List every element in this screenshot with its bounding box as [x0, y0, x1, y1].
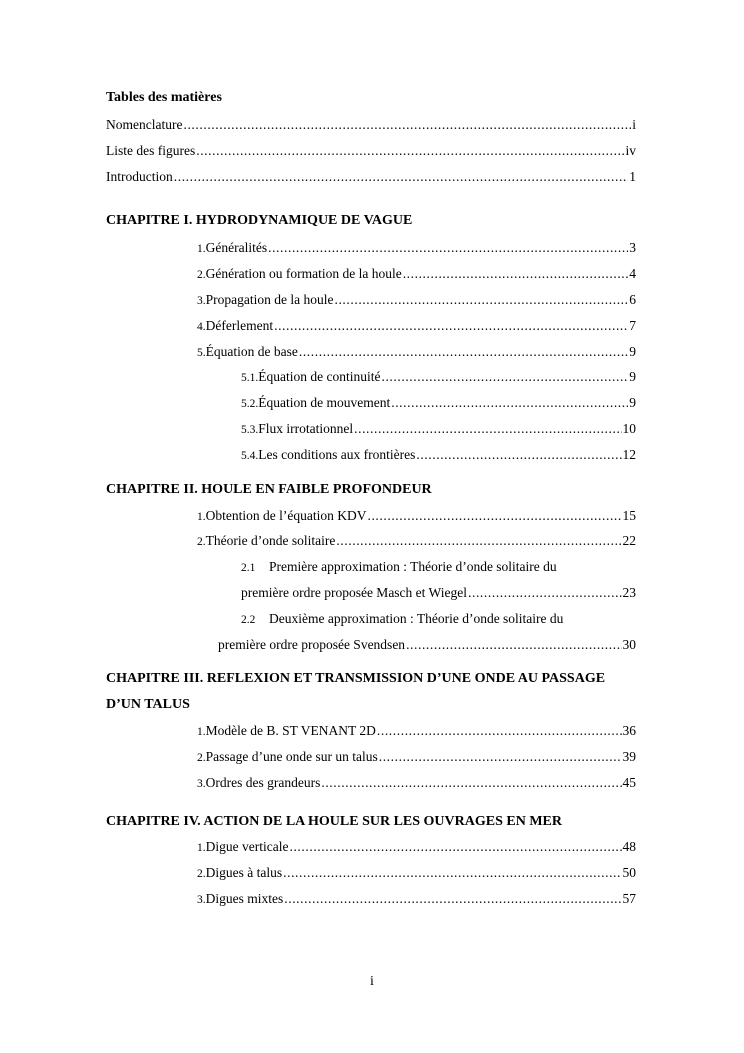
toc-entry-number: 4. [197, 321, 206, 333]
toc-entry[interactable] [197, 507, 636, 525]
toc-entry-number: 2. [197, 752, 206, 764]
toc-entry-page: 39 [622, 749, 636, 764]
toc-entry-text: Liste des figures [106, 143, 196, 158]
toc-entry-page: 45 [622, 775, 636, 790]
toc-entry-text: Flux irrotationnel [258, 421, 354, 436]
toc-entry-page: 1 [629, 169, 636, 184]
chapter-4-title[interactable]: CHAPITRE IV. ACTION DE LA HOULE SUR LES OUVRAGES EN MER [106, 814, 562, 829]
chapter-3-title-line1[interactable]: CHAPITRE III. REFLEXION ET TRANSMISSION D’UNE ONDE AU PASSAGE [106, 671, 606, 686]
toc-entry[interactable] [197, 291, 636, 309]
toc-subentry-line2[interactable] [241, 584, 636, 602]
toc-entry-text: Généralités [205, 240, 268, 255]
toc-entry-text: Théorie d’onde solitaire [205, 533, 336, 548]
toc-entry-introduction[interactable] [106, 168, 636, 186]
toc-entry-page: 9 [629, 344, 636, 359]
toc-subentry-line2[interactable] [218, 636, 636, 654]
toc-entry-text: Deuxième approximation : Théorie d’onde solitaire du [269, 611, 564, 626]
toc-entry-liste-figures[interactable] [106, 142, 636, 160]
toc-entry-page: 22 [622, 533, 636, 548]
toc-entry-text: Introduction [106, 169, 173, 184]
toc-entry-page: iv [625, 143, 636, 158]
toc-entry-page: 10 [622, 421, 636, 436]
toc-entry-text: première ordre proposée Svendsen [218, 637, 406, 652]
toc-entry-page: 6 [629, 292, 636, 307]
toc-entry-number: 5.3. [241, 424, 259, 436]
toc-entry-number: 2. [197, 536, 206, 548]
toc-entry-page: 9 [629, 395, 636, 410]
toc-entry-text: première ordre proposée Masch et Wiegel [241, 585, 467, 600]
toc-entry-number: 3. [197, 295, 206, 307]
chapter-2-title[interactable]: CHAPITRE II. HOULE EN FAIBLE PROFONDEUR [106, 482, 432, 497]
toc-entry-nomenclature[interactable] [106, 116, 636, 134]
toc-entry-text: Obtention de l’équation KDV [205, 508, 367, 523]
toc-entry-number: 1. [197, 511, 206, 523]
toc-entry-number: 2.1 [241, 562, 256, 574]
toc-entry[interactable] [197, 722, 636, 740]
toc-entry-number: 2. [197, 269, 206, 281]
toc-entry-text: Équation de mouvement [258, 395, 391, 410]
toc-subentry[interactable] [241, 446, 636, 464]
toc-entry-number: 3. [197, 894, 206, 906]
toc-entry-page: 48 [622, 839, 636, 854]
toc-entry-number: 2.2 [241, 614, 256, 626]
toc-entry[interactable] [197, 343, 636, 361]
toc-entry-text: Propagation de la houle [205, 292, 334, 307]
toc-entry-text: Modèle de B. ST VENANT 2D [205, 723, 376, 738]
toc-entry[interactable] [197, 239, 636, 257]
toc-entry-number: 1. [197, 842, 206, 854]
toc-entry-page: 57 [622, 891, 636, 906]
toc-entry-number: 5.2. [241, 398, 259, 410]
toc-entry-text: Nomenclature [106, 117, 183, 132]
toc-entry-page: 3 [629, 240, 636, 255]
toc-entry[interactable] [197, 774, 636, 792]
toc-entry-number: 5. [197, 347, 206, 359]
toc-entry[interactable] [197, 265, 636, 283]
toc-entry-number: 3. [197, 778, 206, 790]
toc-subentry-line1[interactable] [241, 558, 557, 577]
toc-entry-page: 30 [622, 637, 636, 652]
toc-entry-text: Déferlement [205, 318, 274, 333]
toc-subentry-line1[interactable] [241, 610, 563, 629]
toc-subentry[interactable] [241, 420, 636, 438]
toc-entry-text: Équation de base [205, 344, 298, 359]
toc-subentry[interactable] [241, 394, 636, 412]
chapter-1-title[interactable]: CHAPITRE I. HYDRODYNAMIQUE DE VAGUE [106, 213, 413, 228]
toc-entry-text: Digue verticale [205, 839, 289, 854]
toc-entry-number: 1. [197, 243, 206, 255]
toc-entry-text: Génération ou formation de la houle [205, 266, 402, 281]
toc-entry-page: 4 [629, 266, 636, 281]
toc-entry-page: 36 [622, 723, 636, 738]
toc-entry-text: Première approximation : Théorie d’onde solitaire du [269, 559, 557, 574]
toc-entry-page: 9 [629, 369, 636, 384]
toc-entry-text: Équation de continuité [258, 369, 381, 384]
toc-entry-page: 50 [622, 865, 636, 880]
toc-entry-text: Digues à talus [205, 865, 283, 880]
toc-entry[interactable] [197, 864, 636, 882]
toc-entry[interactable] [197, 317, 636, 335]
toc-entry[interactable] [197, 890, 636, 908]
toc-entry-page: 15 [622, 508, 636, 523]
toc-entry-number: 5.1. [241, 372, 259, 384]
toc-entry-page: i [632, 117, 636, 132]
toc-entry-number: 2. [197, 868, 206, 880]
toc-subentry[interactable] [241, 368, 636, 386]
toc-entry[interactable] [197, 748, 636, 766]
toc-entry-page: 12 [622, 447, 636, 462]
toc-entry[interactable] [197, 532, 636, 550]
chapter-3-title-line2[interactable]: D’UN TALUS [106, 697, 190, 712]
toc-entry-text: Ordres des grandeurs [205, 775, 321, 790]
toc-entry-number: 1. [197, 726, 206, 738]
toc-entry-page: 7 [629, 318, 636, 333]
toc-title: Tables des matières [106, 90, 222, 105]
page-number-footer: i [370, 974, 374, 989]
toc-entry[interactable] [197, 838, 636, 856]
toc-entry-page: 23 [622, 585, 636, 600]
toc-entry-number: 5.4. [241, 450, 259, 462]
toc-entry-text: Les conditions aux frontières [258, 447, 416, 462]
toc-entry-text: Passage d’une onde sur un talus [205, 749, 378, 764]
toc-entry-text: Digues mixtes [205, 891, 284, 906]
